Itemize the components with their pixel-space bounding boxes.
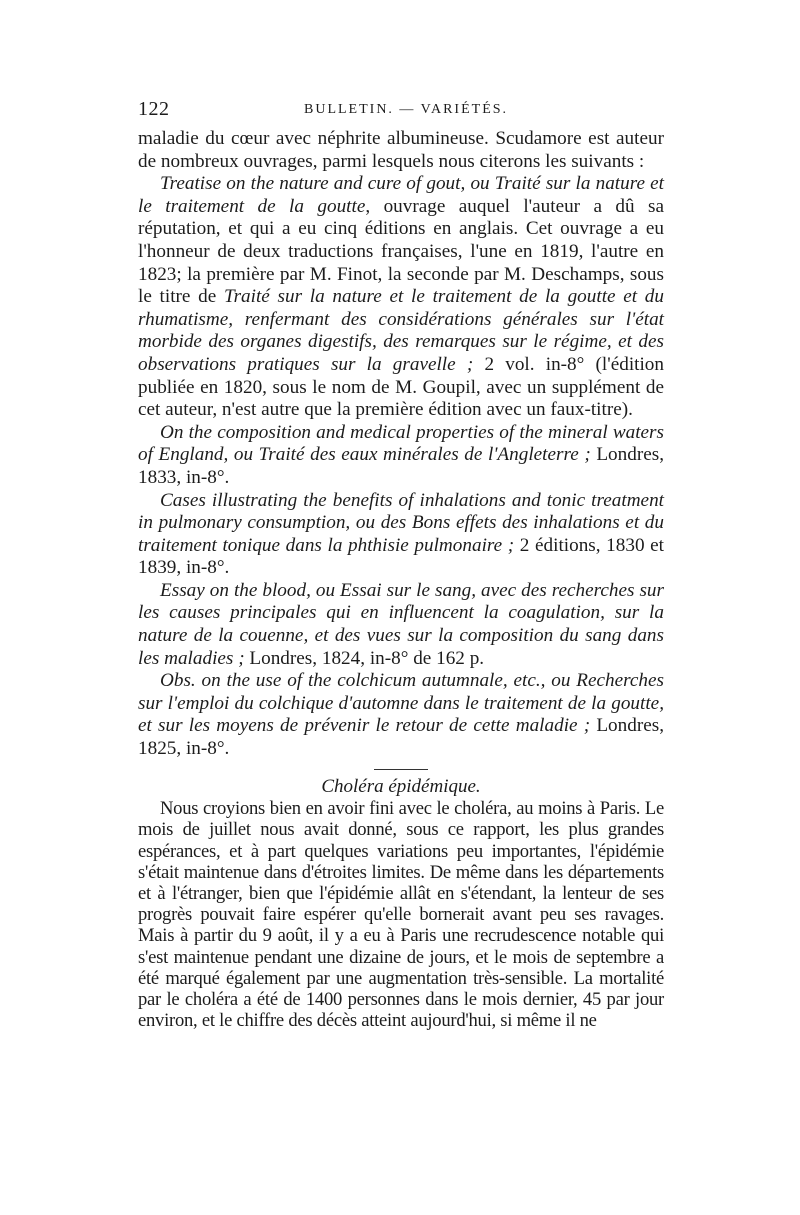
cholera-paragraph: Nous croyions bien en avoir fini avec le choléra, au moins à Paris. Le mois de juillet nous avait donné, sous ce rapport, les plus grandes espérances, et à part quelques variations peu importantes, l'épidémie s'était maintenue dans d'étroites limites. De même dans les départements et à l'étranger, bien que l'épidémie allât en s'étendant, la lenteur de ses progrès pouvait faire espérer qu'elle bornerait avant peu ses ravages. Mais à partir du 9 août, il y a eu à Paris une recrudescence notable qui s'est maintenue pendant une dizaine de jours, et le mois de septembre a été marqué également par une augmentation très-sensible. La mortalité par le choléra a été de 1400 personnes dans le mois dernier, 45 par jour environ, et le chiffre des décès atteint aujourd'hui, si même il ne	[138, 798, 664, 1032]
work-details: , ouvrage auquel l'auteur a dû sa réputation, et qui a eu cinq éditions en anglais. Cet ouvrage a eu l'honneur de deux traductions françaises, l'une en 1819, l'autre en 1823; la première par M. Finot, la seconde par M. Deschamps, sous le titre de	[138, 195, 664, 308]
intro-paragraph: maladie du cœur avec néphrite albumineuse. Scudamore est auteur de nombreux ouvrages, parmi lesquels nous citerons les suivants :	[138, 128, 664, 172]
work-entry-gout	[138, 173, 664, 422]
work-details: 2 vol. in-8° (l'édition publiée en 1820, sous le nom de M. Goupil, avec un supplément de cet auteur, n'est autre que la première édition avec un faux-titre).	[138, 353, 664, 421]
work-title-french: Traité sur la nature et le traitement de la goutte et du rhumatisme, renfermant des considérations générales sur l'état morbide des organes digestifs, des remarques sur le régime, et des observations pratiques sur la gravelle ;	[138, 286, 664, 375]
work-entry-inhalations	[138, 490, 664, 580]
work-title: On the composition and medical properties of the mineral waters of England, ou Traité des eaux minérales de l'Angleterre ;	[138, 421, 664, 466]
page-header	[138, 98, 664, 124]
section-divider	[374, 769, 428, 770]
work-title: Obs. on the use of the colchicum autumnale, etc., ou Recherches sur l'emploi du colchique d'automne dans le traitement de la goutte, et sur les moyens de prévenir le retour de cette maladie ;	[138, 670, 664, 737]
work-details: 2 éditions, 1830 et 1839, in-8°.	[138, 534, 665, 579]
running-head: BULLETIN. — VARIÉTÉS.	[304, 102, 509, 117]
work-details: Londres, 1833, in-8°.	[138, 444, 665, 488]
work-title: Cases illustrating the benefits of inhalations and tonic treatment in pulmonary consumption, ou des Bons effets des inhalations et du traitement tonique dans la phthisie pulmonaire ;	[138, 489, 664, 556]
work-details: Londres, 1824, in-8° de 162 p.	[244, 647, 485, 669]
section-title: Choléra épidémique.	[321, 775, 481, 797]
work-title: Essay on the blood, ou Essai sur le sang, avec des recherches sur les causes principales qui en influencent la coagulation, sur la nature de la couenne, et des vues sur la composition du sang dans les maladies ;	[138, 579, 664, 669]
page-number: 122	[138, 98, 170, 120]
work-title: Treatise on the nature and cure of gout, ou Traité sur la nature et le traitement de la goutte	[138, 173, 664, 217]
work-entry-blood	[138, 580, 664, 670]
work-entry-mineral-waters	[138, 422, 664, 490]
work-entry-colchicum	[138, 670, 664, 760]
body-text	[138, 128, 664, 1031]
work-details: Londres, 1825, in-8°.	[138, 715, 664, 760]
